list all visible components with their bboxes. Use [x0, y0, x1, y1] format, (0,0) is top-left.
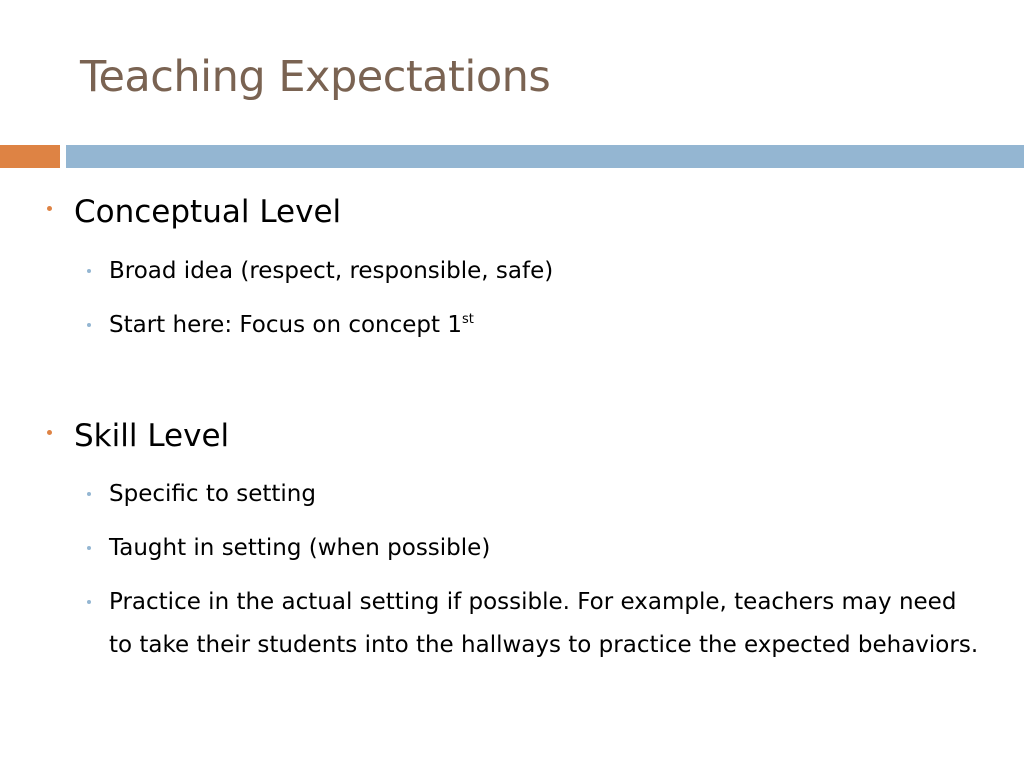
- blue-dot-bullet-icon: [87, 323, 91, 327]
- sub-bullet-practice: [109, 581, 979, 667]
- orange-dot-bullet-icon: [47, 430, 52, 435]
- ordinal-superscript: st: [462, 312, 474, 327]
- sub-bullet-broad-idea: [109, 250, 979, 293]
- sub-bullet-text: Practice in the actual setting if possible. For example, teachers may need to take their students into the hallways to practice the expected behaviors.: [109, 589, 979, 658]
- sub-bullet-text: Broad idea (respect, responsible, safe): [109, 258, 554, 284]
- blue-dot-bullet-icon: [87, 600, 91, 604]
- bullet-skill-level: [74, 418, 229, 454]
- sub-bullet-taught-in-setting: [109, 527, 979, 570]
- bullet-heading: Conceptual Level: [74, 194, 342, 230]
- blue-dot-bullet-icon: [87, 492, 91, 496]
- sub-bullet-text: Taught in setting (when possible): [109, 535, 491, 561]
- slide-title: Teaching Expectations: [80, 52, 551, 102]
- sub-bullet-text: Specific to setting: [109, 481, 316, 507]
- blue-dot-bullet-icon: [87, 546, 91, 550]
- bullet-conceptual-level: [74, 194, 341, 230]
- sub-bullet-start-here: [109, 304, 979, 347]
- sub-bullet-specific-to-setting: [109, 473, 979, 516]
- blue-dot-bullet-icon: [87, 269, 91, 273]
- sub-bullet-text: Start here: Focus on concept 1: [109, 312, 462, 338]
- orange-dot-bullet-icon: [47, 206, 52, 211]
- bullet-heading: Skill Level: [74, 418, 230, 454]
